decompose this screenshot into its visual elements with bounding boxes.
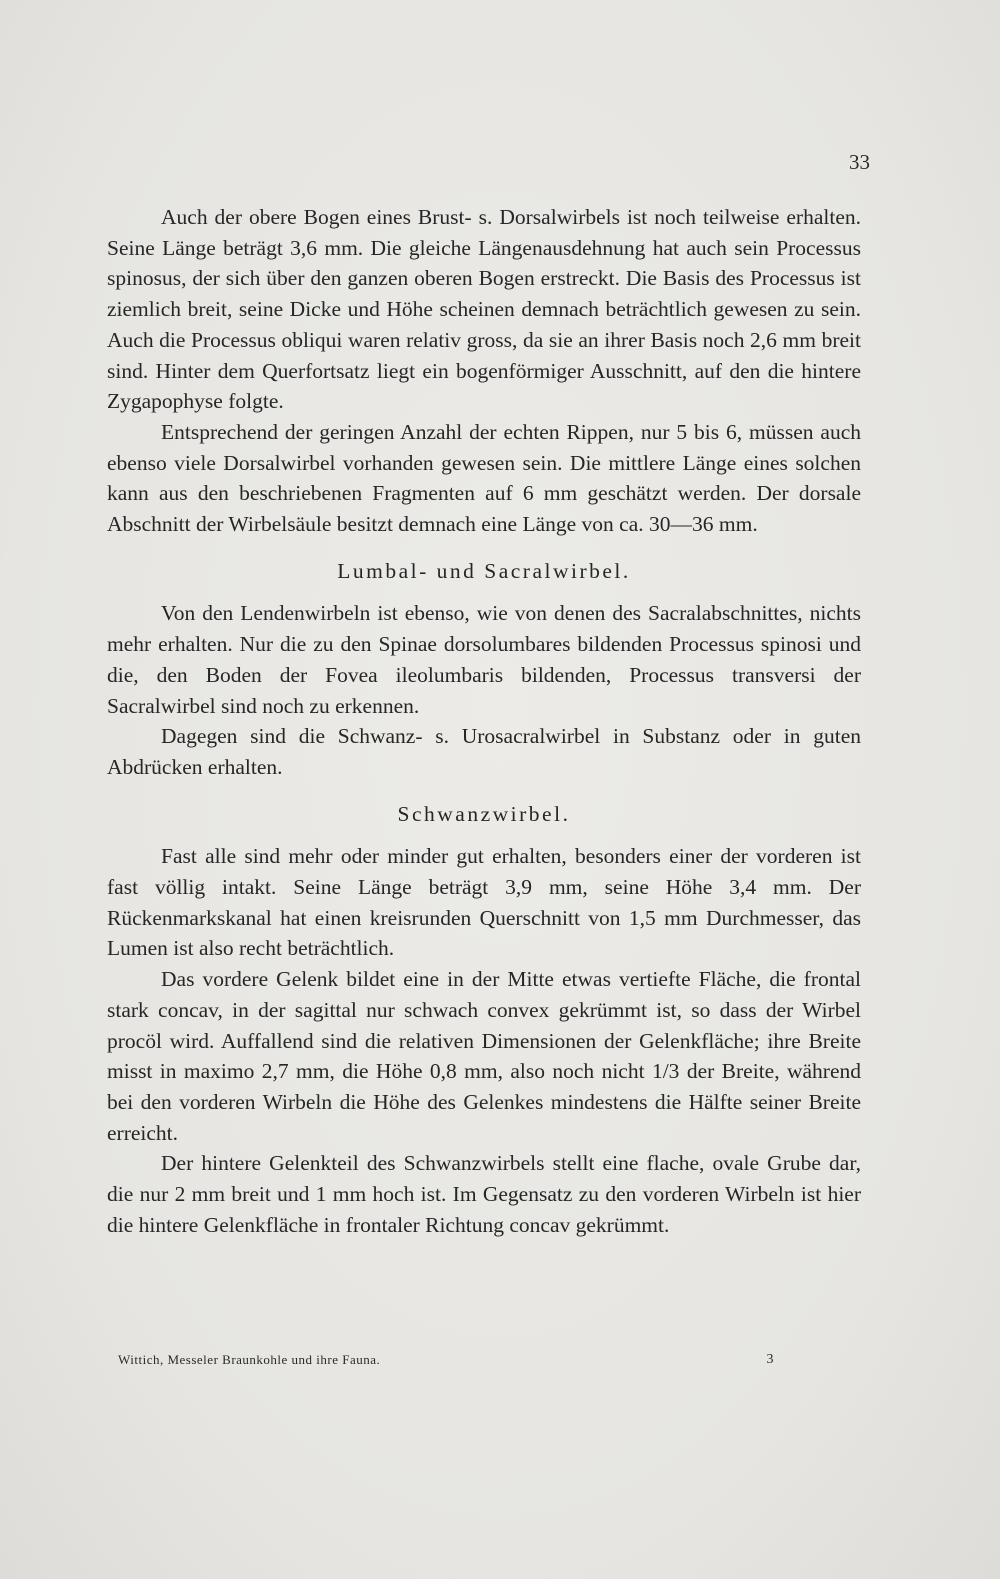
body-text	[107, 202, 861, 1241]
footer-citation: Wittich, Messeler Braunkohle und ihre Fauna.	[118, 1352, 381, 1367]
paragraph: Auch der obere Bogen eines Brust- s. Dorsalwirbels ist noch teilweise erhalten. Seine Länge beträgt 3,6 mm. Die gleiche Längenausdehnung hat auch sein Processus spinosus, der sich über den ganzen oberen Bogen erstreckt. Die Basis des Processus ist ziemlich breit, seine Dicke und Höhe scheinen demnach beträchtlich gewesen zu sein. Auch die Processus obliqui waren relativ gross, da sie an ihrer Basis noch 2,6 mm breit sind. Hinter dem Querfortsatz liegt ein bogenförmiger Ausschnitt, auf den die hintere Zygapophyse folgte.	[107, 205, 861, 414]
paragraph: Das vordere Gelenk bildet eine in der Mitte etwas vertiefte Fläche, die frontal stark concav, in der sagittal nur schwach convex gekrümmt ist, so dass der Wirbel procöl wird. Auffallend sind die relativen Dimensionen der Gelenkfläche; ihre Breite misst in maximo 2,7 mm, die Höhe 0,8 mm, also noch nicht 1/3 der Breite, während bei den vorderen Wirbeln die Höhe des Gelenkes mindestens die Hälfte seiner Breite erreicht.	[107, 967, 861, 1145]
paragraph: Der hintere Gelenkteil des Schwanzwirbels stellt eine flache, ovale Grube dar, die nur 2 mm breit und 1 mm hoch ist. Im Gegensatz zu den vorderen Wirbeln ist hier die hintere Gelenkfläche in frontaler Richtung concav gekrümmt.	[107, 1151, 861, 1237]
paragraph: Fast alle sind mehr oder minder gut erhalten, besonders einer der vorderen ist fast völlig intakt. Seine Länge beträgt 3,9 mm, seine Höhe 3,4 mm. Der Rückenmarkskanal hat einen kreisrunden Querschnitt von 1,5 mm Durchmesser, das Lumen ist also recht beträchtlich.	[107, 844, 861, 961]
page-number: 33	[849, 150, 870, 174]
paragraph: Von den Lendenwirbeln ist ebenso, wie von denen des Sacralabschnittes, nichts mehr erhalten. Nur die zu den Spinae dorsolumbares bildenden Processus spinosi und die, den Boden der Fovea ileolumbaris bildenden, Processus transversi der Sacralwirbel sind noch zu erkennen.	[107, 601, 861, 718]
section-heading-lumbal: Lumbal- und Sacralwirbel.	[337, 558, 631, 583]
section-heading-schwanzwirbel: Schwanzwirbel.	[397, 801, 571, 826]
page-footer	[118, 1352, 774, 1368]
paragraph: Entsprechend der geringen Anzahl der echten Rippen, nur 5 bis 6, müssen auch ebenso viele Dorsalwirbel vorhanden gewesen sein. Die mittlere Länge eines solchen kann aus den beschriebenen Fragmenten auf 6 mm geschätzt werden. Der dorsale Abschnitt der Wirbelsäule besitzt demnach eine Länge von ca. 30—36 mm.	[107, 419, 861, 537]
signature-mark: 3	[766, 1352, 774, 1367]
paragraph: Dagegen sind die Schwanz- s. Urosacralwirbel in Substanz oder in guten Abdrücken erhalten.	[107, 724, 861, 779]
